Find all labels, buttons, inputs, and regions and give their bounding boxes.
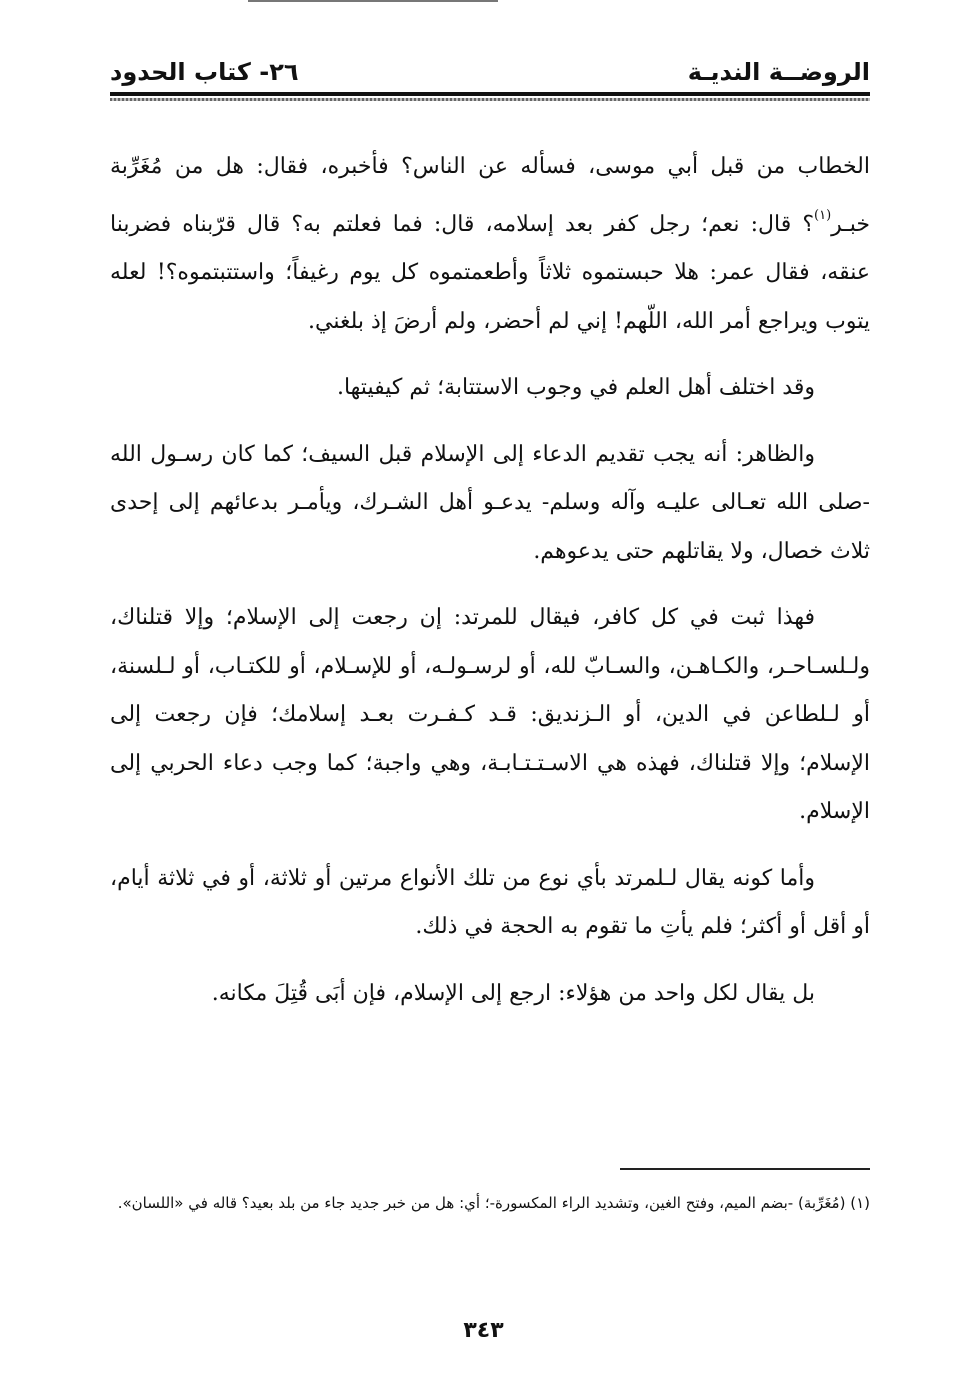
paragraph-1 bbox=[110, 143, 870, 346]
page-header bbox=[110, 52, 870, 92]
footnote: (١) (مُغَرِّبة) -بضم الميم، وفتح الغين، وتشديد الراء المكسورة-؛ أي: هل من خبر جديد جاء من بلد بعيد؟ قاله في «اللسان». bbox=[117, 1194, 870, 1212]
paragraph-1-end: ؟ قال: نعم؛ رجل كفر بعد إسلامه، قال: فما فعلتم به؟ قال قرّبناه فضربنا عنقه، فقال عمر: هلا حبستموه ثلاثاً وأطعمتموه كل يوم رغيفاً؛ واستتبتموه؟! لعله يتوب ويراجع أمر الله، اللّهم! إني لم أحضر، ولم أرضَ إذ بلغني. bbox=[110, 211, 870, 334]
paragraph-6: بل يقال لكل واحد من هؤلاء: ارجع إلى الإسلام، فإن أبَى قُتِلَ مكانه. bbox=[211, 980, 815, 1006]
footnote-separator bbox=[620, 1168, 870, 1170]
page-number: ٣٤٣ bbox=[463, 1318, 504, 1343]
top-edge-line bbox=[248, 0, 498, 2]
main-text bbox=[110, 143, 870, 1018]
header-rule bbox=[110, 92, 870, 96]
paragraph-4: فهذا ثبت في كل كافر، فيقال للمرتد: إن رجعت إلى الإسلام؛ وإلا قتلناك، ولـلسـاحـر، والكـاهـن، والسـابّ لله، أو لرسـولـه، أو للإسـلام، أو للكتـاب، أو لـلسنة، أو لـلطاعن في الدين، أو الـزنديق: قـد كـفـرت بعـد إسلامك؛ فإن رجعت إلى الإسلام؛ وإلا قتلناك، فهذه هي الاسـتـتـابـة، وهي واجبة؛ كما وجب دعاء الحربي إلى الإسلام. bbox=[110, 605, 870, 824]
paragraph-1-start: الخطاب من قبل أبي موسى، فسأله عن الناس؟ فأخبره، فقال: هل من مُغَرِّبة خبـر bbox=[110, 154, 870, 237]
paragraph-3: والظاهر: أنه يجب تقديم الدعاء إلى الإسلام قبل السيف؛ كما كان رسـول الله -صلى الله تعـالى عليـه وآله وسلم- يدعـو أهل الشـرك، ويأمـر بدعائهم إلى إحدى ثلاث خصال، ولا يقاتلهم حتى يدعوهم. bbox=[110, 441, 870, 564]
footnote-reference: (١) bbox=[814, 207, 832, 223]
paragraph-5: وأما كونه يقال لـلمرتد بأي نوع من تلك الأنواع مرتين أو ثلاثة، أو في ثلاثة أيام، أو أقل أو أكثر؛ فلم يأتِ ما تقوم به الحجة في ذلك. bbox=[110, 865, 870, 939]
header-rule-dotted bbox=[110, 98, 870, 101]
book-title: الروضــة النديـة bbox=[687, 58, 870, 86]
paragraph-2: وقد اختلف أهل العلم في وجوب الاستتابة؛ ثم كيفيتها. bbox=[336, 375, 815, 400]
chapter-title: ٢٦- كتاب الحدود bbox=[110, 58, 299, 86]
